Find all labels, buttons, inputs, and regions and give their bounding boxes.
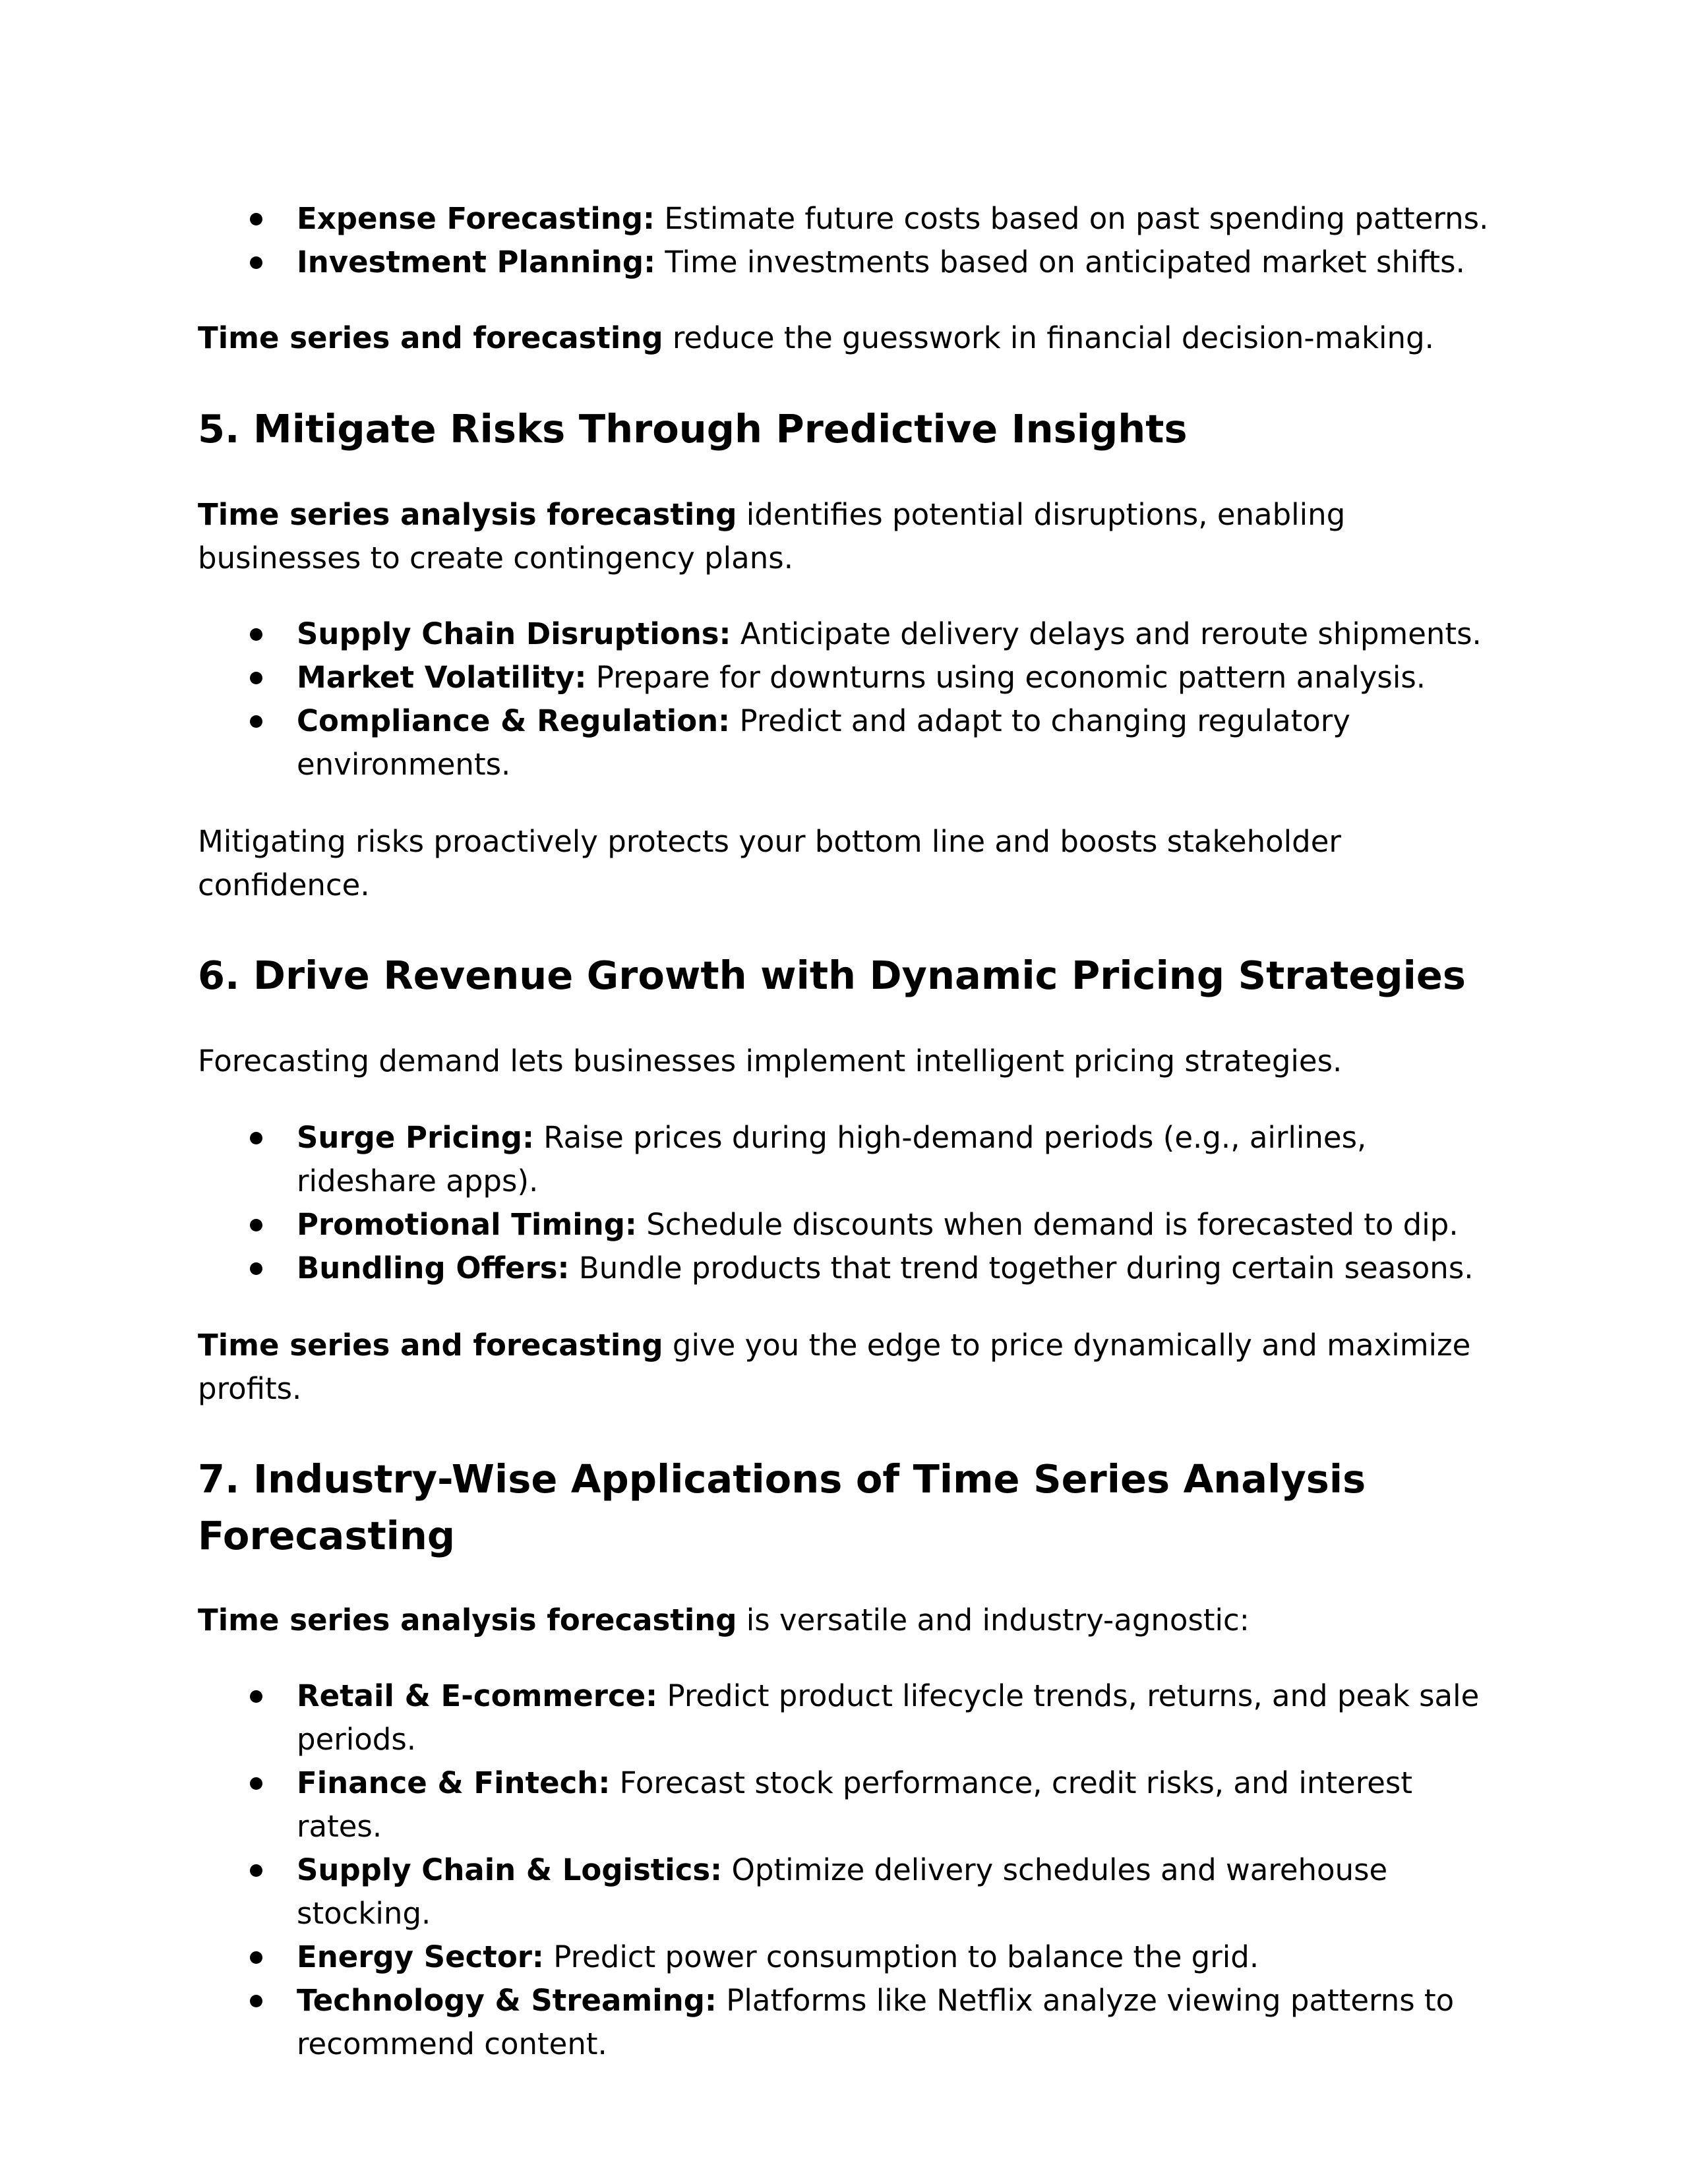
- list-item: Supply Chain & Logistics: Optimize delivery schedules and warehouse stocking.: [198, 1848, 1490, 1935]
- list-item: Technology & Streaming: Platforms like Netflix analyze viewing patterns to recommend content.: [198, 1979, 1490, 2066]
- section-5-intro: Time series analysis forecasting identifies potential disruptions, enabling businesses to create contingency plans.: [198, 497, 1346, 576]
- list-item: Promotional Timing: Schedule discounts when demand is forecasted to dip.: [198, 1203, 1490, 1247]
- section-5-list: [198, 612, 1490, 786]
- bullet-icon: [250, 1777, 262, 1790]
- list-item: Energy Sector: Predict power consumption to balance the grid.: [198, 1935, 1490, 1979]
- list-item: Bundling Offers: Bundle products that trend together during certain seasons.: [198, 1247, 1490, 1290]
- section-5-heading: 5. Mitigate Risks Through Predictive Insights: [198, 406, 1188, 452]
- bullet-icon: [250, 672, 262, 684]
- list-item: Compliance & Regulation: Predict and adapt to changing regulatory environments.: [198, 699, 1490, 786]
- section-7-intro: Time series analysis forecasting is versatile and industry-agnostic:: [198, 1603, 1250, 1638]
- bullet-icon: [250, 1864, 262, 1877]
- bullet-icon: [250, 715, 262, 728]
- bullet-list-top: [198, 197, 1490, 284]
- section-6-intro: Forecasting demand lets businesses implement intelligent pricing strategies.: [198, 1044, 1342, 1078]
- section-7-heading: 7. Industry-Wise Applications of Time Series Analysis Forecasting: [198, 1456, 1366, 1558]
- bullet-icon: [250, 1132, 262, 1144]
- bullet-icon: [250, 1262, 262, 1275]
- bullet-icon: [250, 256, 262, 269]
- section-6-list: [198, 1116, 1490, 1290]
- list-item: Retail & E-commerce: Predict product lifecycle trends, returns, and peak sale periods.: [198, 1674, 1490, 1761]
- section-6-outro: Time series and forecasting give you the edge to price dynamically and maximize profits.: [198, 1328, 1471, 1406]
- bullet-icon: [250, 1219, 262, 1231]
- bullet-icon: [250, 1690, 262, 1703]
- list-item: Expense Forecasting: Estimate future costs based on past spending patterns.: [198, 197, 1490, 241]
- list-item: Supply Chain Disruptions: Anticipate delivery delays and reroute shipments.: [198, 612, 1490, 656]
- list-item: Market Volatility: Prepare for downturns using economic pattern analysis.: [198, 656, 1490, 699]
- bullet-icon: [250, 1951, 262, 1964]
- list-item: Finance & Fintech: Forecast stock performance, credit risks, and interest rates.: [198, 1761, 1490, 1848]
- bullet-icon: [250, 1995, 262, 2007]
- section-5-outro: Mitigating risks proactively protects your bottom line and boosts stakeholder confidence.: [198, 824, 1341, 902]
- section-6-heading: 6. Drive Revenue Growth with Dynamic Pricing Strategies: [198, 953, 1466, 998]
- list-item: Investment Planning: Time investments based on anticipated market shifts.: [198, 241, 1490, 284]
- bullet-icon: [250, 628, 262, 641]
- section-7-list: [198, 1674, 1490, 2066]
- paragraph-finance: Time series and forecasting reduce the guesswork in financial decision-making.: [198, 320, 1434, 355]
- list-item: Surge Pricing: Raise prices during high-demand periods (e.g., airlines, rideshare apps).: [198, 1116, 1490, 1203]
- bullet-icon: [250, 213, 262, 225]
